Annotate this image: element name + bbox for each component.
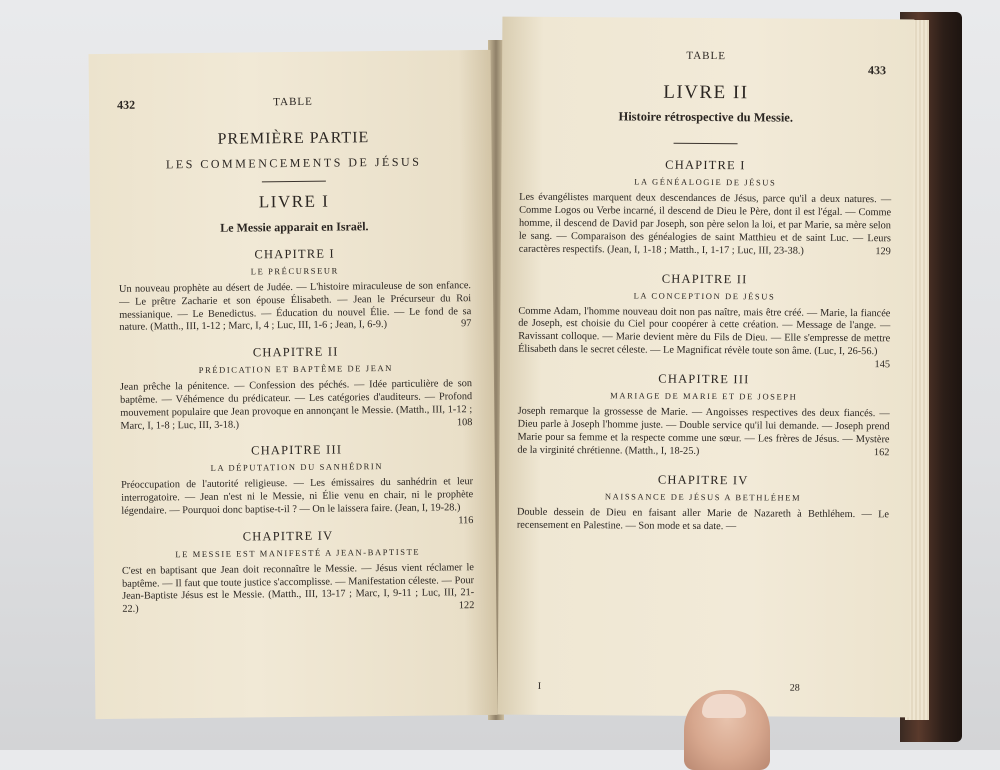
chapter-summary [120, 378, 473, 433]
page-number: 433 [868, 63, 887, 78]
chapter-text: Les évangélistes marquent deux descendances de Jésus, parce qu'il a deux natures. — Comme Logos ou Verbe incarné, il descend de Dieu le Père, dont il est l'égal. — Comme homme, il descend de David par Joseph, son père selon la loi, et par Marie, sa mère selon le sang. — Comparaison des généalogies de saint Matthieu et de saint Luc. — Leurs caractères respectifs. (Jean, I, 1-18 ; Matth., I, 1-17 ; Luc, III, 23-38.) [518, 191, 892, 257]
left-page [89, 50, 498, 719]
chapter-entry [519, 157, 892, 259]
chapter-entry [517, 371, 890, 460]
part-title: PREMIÈRE PARTIE [217, 129, 370, 148]
chapter-page-number: 162 [873, 447, 890, 459]
chapter-summary [120, 476, 474, 527]
chapter-subtitle: LA DÉPUTATION DU SANHÉDRIN [210, 461, 384, 474]
chapter-entry [119, 245, 472, 335]
chapter-text: Un nouveau prophète au désert de Judée. — L'histoire miraculeuse de son enfance. — Le prêtre Zacharie et son épouse Élisabeth. — Jean le Précurseur du Roi messianique. — Le Benedictus. — Éducation du nouvel Élie. — Le fond de sa nature. (Matth., III, 1-12 ; Marc, I, 4 ; Luc, III, 1-6 ; Jean, I, 6-9.) [118, 280, 472, 334]
right-page [498, 17, 915, 718]
chapter-text: Préoccupation de l'autorité religieuse. — Les émissaires du sanhédrin et leur interrogatoire. — Jean n'est ni le Messie, ni Élie venu en chair, ni le prophète légendaire. — Pourquoi donc baptise-t-il ? — On le laissera faire. (Jean, I, 19-28.) [120, 476, 474, 517]
running-title: TABLE [686, 49, 726, 63]
chapter-subtitle: NAISSANCE DE JÉSUS A BETHLÉHEM [604, 491, 802, 503]
chapter-entry [518, 270, 891, 371]
chapter-summary [519, 192, 891, 259]
chapter-subtitle: LA CONCEPTION DE JÉSUS [633, 290, 776, 302]
chapter-title: CHAPITRE I [254, 246, 335, 262]
chapter-summary [518, 305, 891, 371]
chapter-title: CHAPITRE III [658, 371, 750, 387]
chapter-page-number: 129 [875, 245, 891, 257]
sheet-number: 28 [789, 682, 800, 694]
chapter-page-number: 122 [458, 600, 475, 612]
chapter-text: Joseph remarque la grossesse de Marie. — Angoisses respectives des deux fiancés. — Dieu parle à Joseph l'homme juste. — Double service qu'il lui demande. — Joseph prend Marie pour sa femme et la respecte comme une sœur. — Les frères de Jésus. — Mystère de la virginité chrétienne. (Matth., I, 18-25.) [517, 405, 890, 457]
chapter-text: Double dessein de Dieu en faisant aller Marie de Nazareth à Bethléhem. — Le recensement en Palestine. — Son mode et sa date. — [516, 506, 890, 532]
chapter-page-number: 97 [461, 318, 472, 330]
chapter-entry [517, 471, 889, 534]
chapter-page-number: 116 [458, 514, 474, 527]
page-number: 432 [116, 97, 136, 112]
chapter-subtitle: LE PRÉCURSEUR [250, 265, 339, 277]
running-title: TABLE [273, 95, 313, 109]
chapter-summary [119, 280, 472, 335]
chapter-title: CHAPITRE I [665, 157, 746, 173]
chapter-text: Comme Adam, l'homme nouveau doit non pas naître, mais être créé. — Marie, la fiancée de Joseph, est choisie du Ciel pour coopérer à cette création. — Message de l'ange. — Ravissant colloque. — Marie devient mère du Fils de Dieu. — Elle s'empresse de mettre Élisabeth dans le secret céleste. — Le Magnificat révèle toute son âme. (Luc, I, 26-56.) [518, 305, 891, 358]
page-footer [537, 680, 800, 694]
thumbnail-highlight [702, 694, 746, 718]
chapter-entry [120, 441, 474, 527]
chapter-subtitle: PRÉDICATION ET BAPTÊME DE JEAN [198, 363, 393, 376]
part-subtitle: LES COMMENCEMENTS DE JÉSUS [165, 154, 422, 172]
chapter-subtitle: MARIAGE DE MARIE ET DE JOSEPH [610, 390, 798, 402]
livre-title: LIVRE I [258, 191, 330, 212]
running-head [117, 94, 469, 116]
chapter-title: CHAPITRE IV [657, 472, 749, 488]
signature-mark: I [537, 680, 542, 692]
chapter-entry [122, 527, 475, 617]
chapter-summary [122, 562, 475, 617]
chapter-entry [120, 343, 473, 433]
chapter-title: CHAPITRE II [252, 344, 339, 360]
chapter-title: CHAPITRE IV [242, 528, 334, 544]
chapter-title: CHAPITRE III [251, 442, 343, 458]
chapter-summary [517, 406, 889, 460]
chapter-text: Jean prêche la pénitence. — Confession des péchés. — Idée particulière de son baptême. — Véhémence du prédicateur. — Les catégories d'auditeurs. — Profond mouvement populaire que Jean provoque en annonçant le Messie. (Matth., III, 1-12 ; Marc, I, 1-8 ; Luc, III, 3-18.) [119, 378, 473, 432]
livre-subtitle: Le Messie apparait en Israël. [220, 219, 369, 235]
chapter-subtitle: LA GÉNÉALOGIE DE JÉSUS [634, 176, 777, 188]
chapter-page-number: 145 [874, 359, 891, 371]
chapter-subtitle: LE MESSIE EST MANIFESTÉ A JEAN-BAPTISTE [175, 546, 421, 560]
chapter-summary [517, 506, 889, 534]
divider-rule [674, 143, 738, 144]
running-head [520, 49, 892, 78]
livre-subtitle: Histoire rétrospective du Messie. [618, 109, 794, 125]
chapter-text: C'est en baptisant que Jean doit reconnaître le Messie. — Jésus vient réclamer le baptême. — Il faut que toute justice s'accomplisse. — Manifestation céleste. — Pour Jean-Baptiste Jésus est le Messie. (Matth., III, 13-17 ; Marc, I, 9-11 ; Luc, III, 21-22.) [121, 561, 475, 615]
livre-title: LIVRE II [663, 81, 749, 104]
chapter-title: CHAPITRE II [661, 271, 748, 286]
chapter-page-number: 108 [456, 416, 473, 428]
divider-rule [262, 181, 326, 183]
